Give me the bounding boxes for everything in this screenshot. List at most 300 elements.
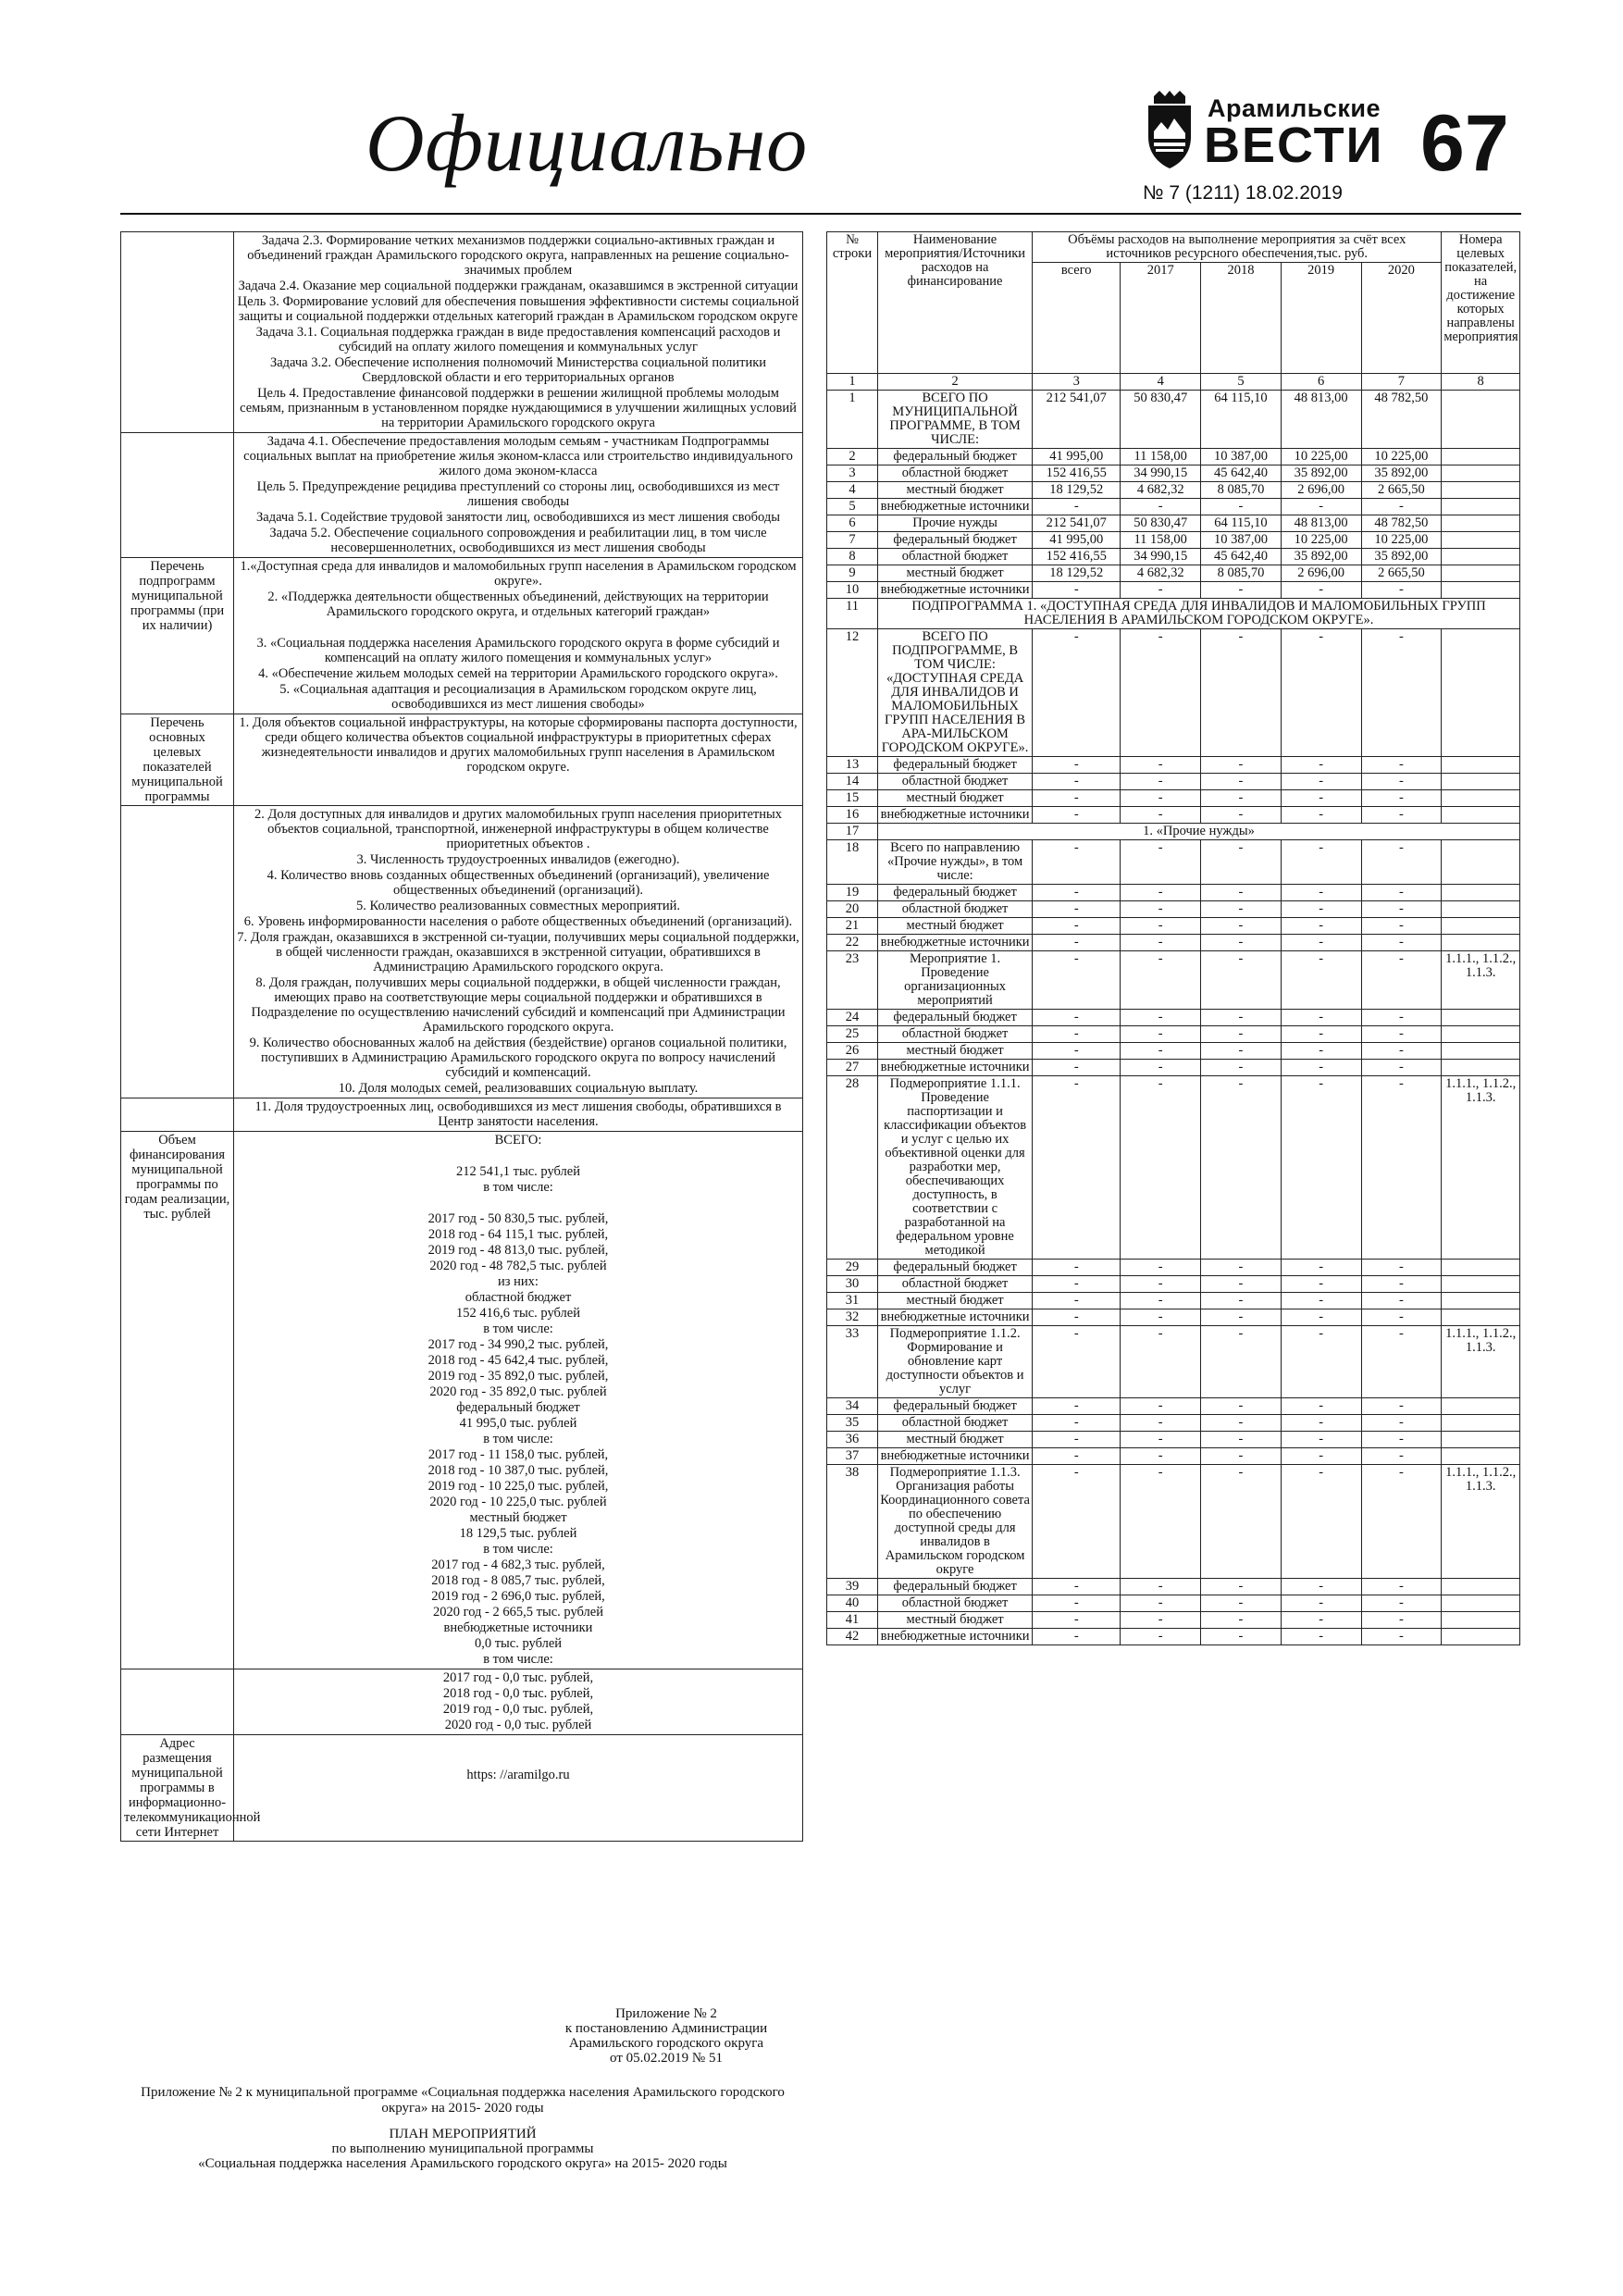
passport-paragraph: 0,0 тыс. рублей xyxy=(474,1636,563,1651)
passport-paragraph: 1.«Доступная среда для инвалидов и маломобильных групп населения в Арамильском городском округе». xyxy=(240,559,797,589)
value-2019: 10 225,00 xyxy=(1281,449,1361,465)
table-row xyxy=(827,515,1520,532)
value-2017: - xyxy=(1121,1326,1201,1398)
table-row xyxy=(827,1043,1520,1060)
target-numbers xyxy=(1442,391,1520,449)
row-number: 7 xyxy=(827,532,878,549)
passport-paragraph xyxy=(237,1148,799,1163)
value-2018: 64 115,10 xyxy=(1201,515,1282,532)
passport-paragraph: Задача 3.1. Социальная поддержка граждан в виде предоставления компенсаций расходов и субсидий на оплату жилого помещения и коммунальных услуг xyxy=(255,325,781,354)
value-2019: - xyxy=(1281,901,1361,918)
row-name: областной бюджет xyxy=(878,549,1033,565)
target-numbers xyxy=(1442,935,1520,951)
value-2017: - xyxy=(1121,757,1201,774)
table-row xyxy=(827,1398,1520,1415)
passport-paragraph: 2018 год - 10 387,0 тыс. рублей, xyxy=(427,1463,609,1478)
row-name: федеральный бюджет xyxy=(878,532,1033,549)
coat-of-arms-icon xyxy=(1143,91,1196,170)
row-name: внебюджетные источники xyxy=(878,582,1033,599)
value-2017: - xyxy=(1121,1010,1201,1026)
table-row xyxy=(827,565,1520,582)
row-number: 41 xyxy=(827,1612,878,1629)
row-number: 1 xyxy=(827,391,878,449)
row-name: Всего по направлению «Прочие нужды», в том числе: xyxy=(878,840,1033,885)
header-2020: 2020 xyxy=(1361,263,1442,374)
target-numbers xyxy=(1442,1276,1520,1293)
value-2020: - xyxy=(1361,790,1442,807)
section-heading: ПОДПРОГРАММА 1. «ДОСТУПНАЯ СРЕДА ДЛЯ ИНВАЛИДОВ И МАЛОМОБИЛЬНЫХ ГРУПП НАСЕЛЕНИЯ В АРАМИЛЬСКОМ ГОРОДСКОМ ОКРУГЕ». xyxy=(878,599,1520,629)
value-2017: - xyxy=(1121,1465,1201,1579)
row-number: 13 xyxy=(827,757,878,774)
value-2020: 35 892,00 xyxy=(1361,549,1442,565)
column-number: 8 xyxy=(1442,374,1520,391)
value-2018: 8 085,70 xyxy=(1201,482,1282,499)
table-row xyxy=(827,1415,1520,1432)
value-total: - xyxy=(1033,629,1121,757)
value-2018: - xyxy=(1201,1060,1282,1076)
newspaper-logo xyxy=(1143,91,1384,174)
passport-paragraph: Задача 2.4. Оказание мер социальной поддержки гражданам, оказавшимся в экстренной ситуации xyxy=(238,279,799,293)
value-2017: - xyxy=(1121,1260,1201,1276)
value-2019: - xyxy=(1281,807,1361,824)
passport-label xyxy=(121,806,234,1098)
table-row xyxy=(827,499,1520,515)
row-number: 40 xyxy=(827,1595,878,1612)
value-2018: 45 642,40 xyxy=(1201,549,1282,565)
plan-subtitle: по выполнению муниципальной программы xyxy=(331,2141,594,2156)
row-name: Подмероприятие 1.1.3. Организация работы Координационного совета по обеспечению доступной среды для инвалидов в Арамильском городском округе xyxy=(878,1465,1033,1579)
passport-paragraph: 2017 год - 11 158,0 тыс. рублей, xyxy=(427,1447,609,1462)
passport-paragraph: 152 416,6 тыс. рублей xyxy=(456,1306,580,1321)
value-total: - xyxy=(1033,1260,1121,1276)
passport-paragraph: 2017 год - 34 990,2 тыс. рублей, xyxy=(427,1337,609,1352)
passport-label: Перечень основных целевых показателей муниципальной программы xyxy=(121,714,234,806)
table-row xyxy=(827,790,1520,807)
value-total: 152 416,55 xyxy=(1033,549,1121,565)
value-2020: - xyxy=(1361,1276,1442,1293)
row-name: внебюджетные источники xyxy=(878,1309,1033,1326)
value-2020: - xyxy=(1361,1293,1442,1309)
row-number: 23 xyxy=(827,951,878,1010)
value-2019: 48 813,00 xyxy=(1281,515,1361,532)
value-2019: - xyxy=(1281,629,1361,757)
row-name: внебюджетные источники xyxy=(878,1448,1033,1465)
value-2019: - xyxy=(1281,1010,1361,1026)
value-2019: - xyxy=(1281,1026,1361,1043)
value-2018: 10 387,00 xyxy=(1201,449,1282,465)
passport-label: Адрес размещения муниципальной программы в информационно-телекоммуникационной сети Интернет xyxy=(121,1735,234,1842)
passport-paragraph: в том числе: xyxy=(483,1652,553,1667)
row-name: Мероприятие 1. Проведение организационных мероприятий xyxy=(878,951,1033,1010)
value-2020: - xyxy=(1361,951,1442,1010)
table-row xyxy=(827,1060,1520,1076)
section-heading: 1. «Прочие нужды» xyxy=(878,824,1520,840)
row-name: ВСЕГО ПО ПОДПРОГРАММЕ, В ТОМ ЧИСЛЕ: «ДОСТУПНАЯ СРЕДА ДЛЯ ИНВАЛИДОВ И МАЛОМОБИЛЬНЫХ ГРУПП НАСЕЛЕНИЯ В АРА-МИЛЬСКОМ ГОРОДСКОМ ОКРУГЕ». xyxy=(878,629,1033,757)
value-2017: - xyxy=(1121,807,1201,824)
value-2020: - xyxy=(1361,1595,1442,1612)
passport-paragraph: в том числе: xyxy=(483,1432,553,1446)
passport-paragraph: 1. Доля объектов социальной инфраструктуры, на которые сформированы паспорта доступности, среди общего количества объектов социальной инфраструктуры в приоритетных сферах жизнедеятельности инвалидов и других маломобильных групп населения в Арамильском городском округе. xyxy=(239,715,798,775)
passport-label: Перечень подпрограмм муниципальной программы (при их наличии) xyxy=(121,558,234,714)
passport-paragraph: 41 995,0 тыс. рублей xyxy=(459,1416,577,1431)
passport-paragraph: в том числе: xyxy=(483,1542,553,1557)
passport-paragraph: 2020 год - 35 892,0 тыс. рублей xyxy=(429,1384,607,1399)
value-2017: - xyxy=(1121,1398,1201,1415)
value-total: - xyxy=(1033,951,1121,1010)
passport-value xyxy=(234,1735,803,1842)
value-total: - xyxy=(1033,1448,1121,1465)
row-number: 16 xyxy=(827,807,878,824)
value-2020: - xyxy=(1361,1629,1442,1645)
table-row xyxy=(827,629,1520,757)
value-2017: - xyxy=(1121,951,1201,1010)
value-2018: - xyxy=(1201,774,1282,790)
target-numbers xyxy=(1442,840,1520,885)
row-number: 37 xyxy=(827,1448,878,1465)
value-2020: - xyxy=(1361,935,1442,951)
value-2020: 2 665,50 xyxy=(1361,565,1442,582)
value-2018: - xyxy=(1201,1010,1282,1026)
table-row xyxy=(827,1465,1520,1579)
row-number: 12 xyxy=(827,629,878,757)
value-2018: - xyxy=(1201,757,1282,774)
target-numbers: 1.1.1., 1.1.2., 1.1.3. xyxy=(1442,1076,1520,1260)
value-2017: - xyxy=(1121,1309,1201,1326)
column-number: 6 xyxy=(1281,374,1361,391)
value-2018: - xyxy=(1201,885,1282,901)
row-number: 8 xyxy=(827,549,878,565)
value-total: - xyxy=(1033,757,1121,774)
passport-row xyxy=(121,1669,803,1735)
table-row xyxy=(827,1612,1520,1629)
value-total: 18 129,52 xyxy=(1033,482,1121,499)
value-2020: - xyxy=(1361,1579,1442,1595)
passport-label xyxy=(121,1098,234,1132)
row-name: внебюджетные источники xyxy=(878,807,1033,824)
value-total: - xyxy=(1033,1293,1121,1309)
value-2019: - xyxy=(1281,1293,1361,1309)
table-row xyxy=(827,1010,1520,1026)
value-2020: - xyxy=(1361,1448,1442,1465)
row-number: 25 xyxy=(827,1026,878,1043)
row-number: 26 xyxy=(827,1043,878,1060)
value-2018: - xyxy=(1201,901,1282,918)
passport-paragraph: 2020 год - 48 782,5 тыс. рублей xyxy=(429,1259,607,1273)
value-2018: - xyxy=(1201,582,1282,599)
value-2018: - xyxy=(1201,1465,1282,1579)
value-total: - xyxy=(1033,1276,1121,1293)
value-2018: 45 642,40 xyxy=(1201,465,1282,482)
value-2019: - xyxy=(1281,1465,1361,1579)
table-row xyxy=(827,599,1520,629)
value-2017: - xyxy=(1121,582,1201,599)
row-number: 15 xyxy=(827,790,878,807)
target-numbers xyxy=(1442,499,1520,515)
row-number: 27 xyxy=(827,1060,878,1076)
value-2017: 34 990,15 xyxy=(1121,549,1201,565)
value-total: - xyxy=(1033,918,1121,935)
row-name: местный бюджет xyxy=(878,1293,1033,1309)
value-2017: - xyxy=(1121,1612,1201,1629)
value-total: 41 995,00 xyxy=(1033,449,1121,465)
value-2018: 8 085,70 xyxy=(1201,565,1282,582)
target-numbers xyxy=(1442,629,1520,757)
value-2017: - xyxy=(1121,1432,1201,1448)
table-row xyxy=(827,824,1520,840)
appendix-line: от 05.02.2019 № 51 xyxy=(610,2051,723,2066)
target-numbers xyxy=(1442,1415,1520,1432)
row-number: 39 xyxy=(827,1579,878,1595)
value-2019: - xyxy=(1281,1415,1361,1432)
passport-label xyxy=(121,433,234,558)
passport-paragraph: 2. «Поддержка деятельности общественных объединений, действующих на территории Арамильского городского округа, и отдельных категорий граждан» xyxy=(267,590,769,619)
value-2018: - xyxy=(1201,790,1282,807)
value-total: - xyxy=(1033,774,1121,790)
table-row xyxy=(827,918,1520,935)
header-2017: 2017 xyxy=(1121,263,1201,374)
row-name: Прочие нужды xyxy=(878,515,1033,532)
value-2019: - xyxy=(1281,1398,1361,1415)
value-total: - xyxy=(1033,1465,1121,1579)
row-number: 2 xyxy=(827,449,878,465)
value-2019: - xyxy=(1281,1595,1361,1612)
value-2017: - xyxy=(1121,1448,1201,1465)
value-2019: 35 892,00 xyxy=(1281,465,1361,482)
value-2019: - xyxy=(1281,774,1361,790)
value-2020: 10 225,00 xyxy=(1361,532,1442,549)
value-total: 41 995,00 xyxy=(1033,532,1121,549)
target-numbers xyxy=(1442,885,1520,901)
header-name: Наименование мероприятия/Источники расходов на финансирование xyxy=(878,232,1033,374)
row-number: 4 xyxy=(827,482,878,499)
passport-row xyxy=(121,714,803,806)
value-2017: - xyxy=(1121,935,1201,951)
value-2019: 2 696,00 xyxy=(1281,482,1361,499)
column-number: 4 xyxy=(1121,374,1201,391)
passport-paragraph: Задача 4.1. Обеспечение предоставления молодым семьям - участникам Подпрограммы социальных выплат на приобретение жилья эконом-класса или строительство индивидуального жилого дома эконом-класса xyxy=(243,434,793,478)
target-numbers xyxy=(1442,532,1520,549)
value-2020: 35 892,00 xyxy=(1361,465,1442,482)
value-2017: - xyxy=(1121,1293,1201,1309)
row-number: 33 xyxy=(827,1326,878,1398)
passport-paragraph: 10. Доля молодых семей, реализовавших социальную выплату. xyxy=(338,1081,699,1096)
value-2017: - xyxy=(1121,1415,1201,1432)
target-numbers xyxy=(1442,465,1520,482)
target-numbers xyxy=(1442,449,1520,465)
header-2018: 2018 xyxy=(1201,263,1282,374)
target-numbers xyxy=(1442,1432,1520,1448)
plan-title: ПЛАН МЕРОПРИЯТИЙ xyxy=(389,2127,537,2141)
passport-row xyxy=(121,232,803,433)
row-name: ВСЕГО ПО МУНИЦИПАЛЬНОЙ ПРОГРАММЕ, В ТОМ ЧИСЛЕ: xyxy=(878,391,1033,449)
table-row xyxy=(827,840,1520,885)
table-row xyxy=(827,1076,1520,1260)
row-name: федеральный бюджет xyxy=(878,449,1033,465)
passport-paragraph: 2020 год - 10 225,0 тыс. рублей xyxy=(429,1495,607,1509)
row-name: местный бюджет xyxy=(878,482,1033,499)
value-2019: 35 892,00 xyxy=(1281,549,1361,565)
value-2020: - xyxy=(1361,918,1442,935)
value-2017: - xyxy=(1121,918,1201,935)
value-2019: - xyxy=(1281,582,1361,599)
value-2020: 48 782,50 xyxy=(1361,515,1442,532)
appendix-line: к постановлению Администрации xyxy=(564,2021,768,2036)
value-total: - xyxy=(1033,840,1121,885)
value-2018: - xyxy=(1201,840,1282,885)
passport-paragraph: Цель 5. Предупреждение рецидива преступлений со стороны лиц, освободившихся из мест лишения свободы xyxy=(256,479,780,509)
value-2018: 10 387,00 xyxy=(1201,532,1282,549)
value-2018: - xyxy=(1201,1260,1282,1276)
value-total: - xyxy=(1033,1415,1121,1432)
table-row xyxy=(827,1432,1520,1448)
row-number: 18 xyxy=(827,840,878,885)
value-2019: - xyxy=(1281,1448,1361,1465)
passport-paragraph: из них: xyxy=(498,1274,539,1289)
value-2019: 10 225,00 xyxy=(1281,532,1361,549)
passport-paragraph: 5. «Социальная адаптация и ресоциализация в Арамильском городском округе лиц, освободившихся из мест лишения свободы» xyxy=(279,682,757,712)
value-2020: - xyxy=(1361,499,1442,515)
value-2017: - xyxy=(1121,1043,1201,1060)
row-name: федеральный бюджет xyxy=(878,1260,1033,1276)
table-row xyxy=(827,1309,1520,1326)
value-2020: - xyxy=(1361,1309,1442,1326)
passport-paragraph: в том числе: xyxy=(483,1180,553,1195)
table-row xyxy=(827,1026,1520,1043)
row-number: 5 xyxy=(827,499,878,515)
value-2019: - xyxy=(1281,1060,1361,1076)
table-row xyxy=(827,1448,1520,1465)
value-2018: - xyxy=(1201,807,1282,824)
passport-paragraph: 3. «Социальная поддержка населения Арамильского городского округа в форме субсидий и компенсаций на оплату жилого помещения и коммунальных услуг» xyxy=(256,636,780,665)
value-2019: - xyxy=(1281,918,1361,935)
value-2017: - xyxy=(1121,1595,1201,1612)
row-number: 19 xyxy=(827,885,878,901)
appendix-reference: Приложение № 2 к муниципальной программе «Социальная поддержка населения Арамильского городского округа» на 2015- 2020 годы xyxy=(141,2085,785,2116)
row-number: 17 xyxy=(827,824,878,840)
value-2020: - xyxy=(1361,1043,1442,1060)
passport-paragraph: 2020 год - 2 665,5 тыс. рублей xyxy=(433,1605,603,1620)
value-2019: - xyxy=(1281,840,1361,885)
passport-paragraph: 2. Доля доступных для инвалидов и других маломобильных групп населения приоритетных объектов социальной, транспортной, инженерной инфраструктуры в общем количестве приоритетных объектов . xyxy=(254,807,782,851)
logo-small-text: Арамильские xyxy=(1208,94,1381,122)
row-number: 36 xyxy=(827,1432,878,1448)
table-row xyxy=(827,757,1520,774)
column-number: 2 xyxy=(878,374,1033,391)
table-row xyxy=(827,951,1520,1010)
table-row xyxy=(827,1595,1520,1612)
table-row xyxy=(827,391,1520,449)
value-2017: - xyxy=(1121,629,1201,757)
passport-paragraph: 3. Численность трудоустроенных инвалидов (ежегодно). xyxy=(356,852,680,867)
table-row xyxy=(827,1629,1520,1645)
value-2017: - xyxy=(1121,885,1201,901)
value-2018: - xyxy=(1201,1448,1282,1465)
target-numbers xyxy=(1442,1260,1520,1276)
target-numbers xyxy=(1442,1398,1520,1415)
value-total: - xyxy=(1033,499,1121,515)
table-row xyxy=(827,1326,1520,1398)
row-name: местный бюджет xyxy=(878,1612,1033,1629)
row-name: федеральный бюджет xyxy=(878,1579,1033,1595)
passport-paragraph: 5. Количество реализованных совместных мероприятий. xyxy=(356,899,680,913)
value-2017: - xyxy=(1121,774,1201,790)
value-2017: 4 682,32 xyxy=(1121,482,1201,499)
passport-label xyxy=(121,232,234,433)
passport-paragraph: 2019 год - 2 696,0 тыс. рублей, xyxy=(431,1589,605,1604)
passport-paragraph: Цель 4. Предоставление финансовой поддержки в решении жилищной проблемы молодым семьям, признанным в установленном порядке нуждающимися в улучшении жилищных условий на территории Арамильского городского округа xyxy=(240,386,797,430)
value-2019: 2 696,00 xyxy=(1281,565,1361,582)
value-2020: - xyxy=(1361,901,1442,918)
value-2018: - xyxy=(1201,1629,1282,1645)
value-2017: - xyxy=(1121,790,1201,807)
value-2017: - xyxy=(1121,1629,1201,1645)
value-total: - xyxy=(1033,1595,1121,1612)
passport-row xyxy=(121,1098,803,1132)
header-2019: 2019 xyxy=(1281,263,1361,374)
value-2020: - xyxy=(1361,807,1442,824)
value-2018: - xyxy=(1201,951,1282,1010)
passport-value xyxy=(234,232,803,433)
row-number: 11 xyxy=(827,599,878,629)
value-2018: - xyxy=(1201,1415,1282,1432)
row-name: областной бюджет xyxy=(878,1276,1033,1293)
passport-paragraph: местный бюджет xyxy=(469,1510,567,1525)
value-2018: 64 115,10 xyxy=(1201,391,1282,449)
target-numbers xyxy=(1442,1010,1520,1026)
value-2018: - xyxy=(1201,935,1282,951)
passport-paragraph: Задача 3.2. Обеспечение исполнения полномочий Министерства социальной политики Свердловской области и его территориальных органов xyxy=(269,355,767,385)
value-2020: - xyxy=(1361,629,1442,757)
passport-row xyxy=(121,1132,803,1669)
value-2017: 11 158,00 xyxy=(1121,449,1201,465)
passport-paragraph: 8. Доля граждан, получивших меры социальной поддержки, в общей численности граждан, имеющих право на соответствующие меры социальной поддержки и обратившихся в Подразделение по осуществлению начислений субсидий и компенсаций при Администрации Арамильского городского округа. xyxy=(251,975,786,1035)
target-numbers xyxy=(1442,1595,1520,1612)
value-2019: - xyxy=(1281,757,1361,774)
value-total: - xyxy=(1033,1043,1121,1060)
value-2020: 2 665,50 xyxy=(1361,482,1442,499)
target-numbers xyxy=(1442,1579,1520,1595)
passport-row xyxy=(121,558,803,714)
value-2018: - xyxy=(1201,1293,1282,1309)
value-total: - xyxy=(1033,1010,1121,1026)
passport-paragraph: Задача 2.3. Формирование четких механизмов поддержки социально-активных граждан и объединений граждан Арамильского городского округа, направленных на решение социально-значимых проблем xyxy=(247,233,789,278)
target-numbers xyxy=(1442,565,1520,582)
header-targets: Номера целевых показателей, на достижение которых направлены мероприятия xyxy=(1442,232,1520,374)
value-2017: 50 830,47 xyxy=(1121,391,1201,449)
passport-paragraph xyxy=(237,1196,799,1210)
table-row xyxy=(827,1260,1520,1276)
table-row xyxy=(827,549,1520,565)
value-2020: - xyxy=(1361,1612,1442,1629)
row-name: федеральный бюджет xyxy=(878,885,1033,901)
passport-value xyxy=(234,433,803,558)
value-2017: - xyxy=(1121,1579,1201,1595)
passport-paragraph: 2018 год - 8 085,7 тыс. рублей, xyxy=(431,1573,605,1588)
passport-paragraph xyxy=(237,620,799,635)
value-2017: 11 158,00 xyxy=(1121,532,1201,549)
row-number: 34 xyxy=(827,1398,878,1415)
passport-label xyxy=(121,1669,234,1735)
row-number: 42 xyxy=(827,1629,878,1645)
row-name: федеральный бюджет xyxy=(878,1010,1033,1026)
row-number: 14 xyxy=(827,774,878,790)
row-name: областной бюджет xyxy=(878,901,1033,918)
value-2020: - xyxy=(1361,1026,1442,1043)
passport-paragraph: 2018 год - 45 642,4 тыс. рублей, xyxy=(427,1353,609,1368)
value-2020: 48 782,50 xyxy=(1361,391,1442,449)
target-numbers: 1.1.1., 1.1.2., 1.1.3. xyxy=(1442,951,1520,1010)
value-2020: - xyxy=(1361,840,1442,885)
